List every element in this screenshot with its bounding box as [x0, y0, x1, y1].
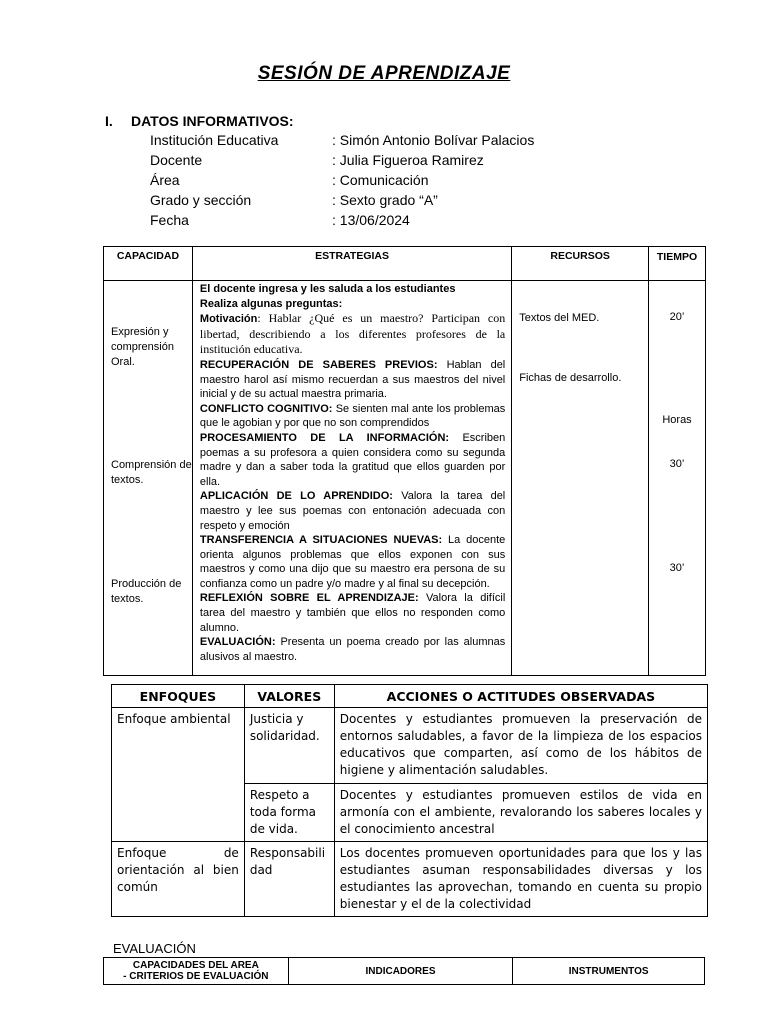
header-enfoques: ENFOQUES — [112, 685, 245, 708]
page-title: SESIÓN DE APRENDIZAJE — [257, 63, 511, 84]
info-value: : Sexto grado “A” — [332, 192, 438, 208]
evaluacion-heading: EVALUACIÓN — [113, 941, 196, 956]
valor-cell: Responsabilidad — [244, 842, 334, 917]
header-indicadores: INDICADORES — [288, 958, 513, 985]
section-heading — [105, 113, 294, 129]
content-row — [104, 281, 706, 676]
tiempo-cell — [649, 281, 706, 676]
header-capacidades-line: CAPACIDADES DEL AREA — [132, 960, 259, 971]
session-table — [103, 246, 706, 676]
enfoque-cell: Enfoque de orientación al bien común — [112, 842, 245, 917]
evaluacion-text: Presenta un poema creado por las alumnas alusivos al maestro. — [199, 636, 506, 663]
valor-cell: Respeto a toda forma de vida. — [244, 784, 334, 842]
conflicto-text: Se sienten mal ante los problemas que le agobian y por que no son comprendidos — [199, 402, 506, 430]
info-value: : Comunicación — [332, 172, 429, 188]
info-value: : Simón Antonio Bolívar Palacios — [332, 132, 535, 148]
reflexion-label: REFLEXIÓN SOBRE EL APRENDIZAJE: — [199, 592, 419, 605]
capacidad-item: Expresión y comprensión Oral. — [111, 326, 174, 368]
header-capacidad: CAPACIDAD — [104, 247, 193, 281]
conflicto-label: CONFLICTO COGNITIVO: — [199, 402, 333, 415]
evaluacion-table — [103, 957, 705, 985]
header-capacidades — [104, 958, 289, 985]
info-block — [150, 130, 534, 230]
capacidad-item: Comprensión de textos. — [111, 459, 192, 486]
section-number: I. — [105, 113, 113, 129]
header-estrategias: ESTRATEGIAS — [192, 247, 511, 281]
section-label: DATOS INFORMATIVOS: — [131, 113, 294, 129]
info-label: Área — [150, 172, 180, 188]
header-instrumentos: INSTRUMENTOS — [513, 958, 705, 985]
transferencia-label: TRANSFERENCIA A SITUACIONES NUEVAS: — [199, 534, 443, 547]
info-row — [150, 190, 534, 210]
table-row — [112, 842, 708, 917]
recurso-item: Fichas de desarrollo. — [519, 372, 622, 384]
header-row — [104, 247, 706, 281]
intro-line: Realiza algunas preguntas: — [199, 297, 343, 310]
estrategias-cell — [192, 281, 511, 676]
tiempo-item: 30’ — [669, 458, 685, 470]
recurso-item: Textos del MED. — [519, 312, 600, 324]
evaluacion-label: EVALUACIÓN: — [199, 636, 276, 649]
info-label: Institución Educativa — [150, 132, 279, 148]
header-recursos: RECURSOS — [512, 247, 649, 281]
aplicacion-text: Valora la tarea del maestro y lee sus poemas con entonación adecuada con respeto y emoción — [199, 490, 506, 532]
info-row — [150, 170, 534, 190]
info-label: Fecha — [150, 212, 189, 228]
motivacion-label: Motivación — [199, 313, 258, 326]
info-label: Docente — [150, 152, 203, 168]
info-value: : Julia Figueroa Ramirez — [332, 152, 484, 168]
recuperacion-text: Hablan del maestro harol así mismo recuerdan a sus maestros del nivel inicial y de su actual maestra primaria. — [199, 358, 506, 401]
enfoque-cell: Enfoque ambiental — [112, 708, 245, 842]
header-tiempo: TIEMPO — [649, 247, 706, 281]
header-valores: VALORES — [244, 685, 334, 708]
valor-cell: Justicia y solidaridad. — [244, 708, 334, 784]
info-row — [150, 130, 534, 150]
recuperacion-label: RECUPERACIÓN DE SABERES PREVIOS: — [199, 358, 438, 371]
info-row — [150, 150, 534, 170]
table-row — [112, 708, 708, 784]
enfoques-table — [111, 684, 708, 917]
tiempo-item: 30’ — [669, 562, 685, 574]
header-row — [112, 685, 708, 708]
header-capacidades-line: - CRITERIOS DE EVALUACIÓN — [123, 971, 269, 982]
accion-cell: Docentes y estudiantes promueven estilos de vida en armonía con el ambiente, revalorando los saberes locales y el conocimiento ancestral — [334, 784, 707, 842]
capacidad-cell — [104, 281, 193, 676]
procesamiento-text: Escriben poemas a su profesora a quien considera como su segunda madre y dan a saber toda la gratitud que ellos guarden por ella. — [199, 431, 506, 488]
accion-cell: Docentes y estudiantes promueven la preservación de entornos saludables, a favor de la limpieza de los espacios educativos que comparten, así como de los hábitos de higiene y alimentación saludables. — [334, 708, 707, 784]
info-value: : 13/06/2024 — [332, 212, 410, 228]
intro-line: El docente ingresa y les saluda a los estudiantes — [199, 283, 456, 295]
info-label: Grado y sección — [150, 192, 252, 208]
header-acciones: ACCIONES O ACTITUDES OBSERVADAS — [334, 685, 707, 708]
reflexion-text: Valora la difícil tarea del maestro y también que ellos no responden como alumno. — [199, 592, 506, 634]
transferencia-text: La docente orienta algunos problemas que ellos exponen con sus maestros y como una dijo que su maestro era persona de su confianza como un padre y/o madre y al final su decepción. — [199, 534, 506, 590]
procesamiento-label: PROCESAMIENTO DE LA INFORMACIÓN: — [199, 431, 450, 444]
accion-cell: Los docentes promueven oportunidades para que los y las estudiantes asuman responsabilidades diversas y los estudiantes las aprovechan, tomando en cuenta su propio bienestar y el de la colectividad — [334, 842, 707, 917]
header-row — [104, 958, 705, 985]
tiempo-item: 20’ — [669, 311, 685, 323]
tiempo-item: Horas — [662, 414, 692, 426]
recursos-cell — [512, 281, 649, 676]
info-row — [150, 210, 534, 230]
capacidad-item: Producción de textos. — [111, 578, 182, 605]
motivacion-text: : Hablar ¿Qué es un maestro? Participan con libertad, describiendo a los diferentes profesores de la institución educativa. — [199, 311, 506, 357]
aplicacion-label: APLICACIÓN DE LO APRENDIDO: — [199, 490, 393, 503]
